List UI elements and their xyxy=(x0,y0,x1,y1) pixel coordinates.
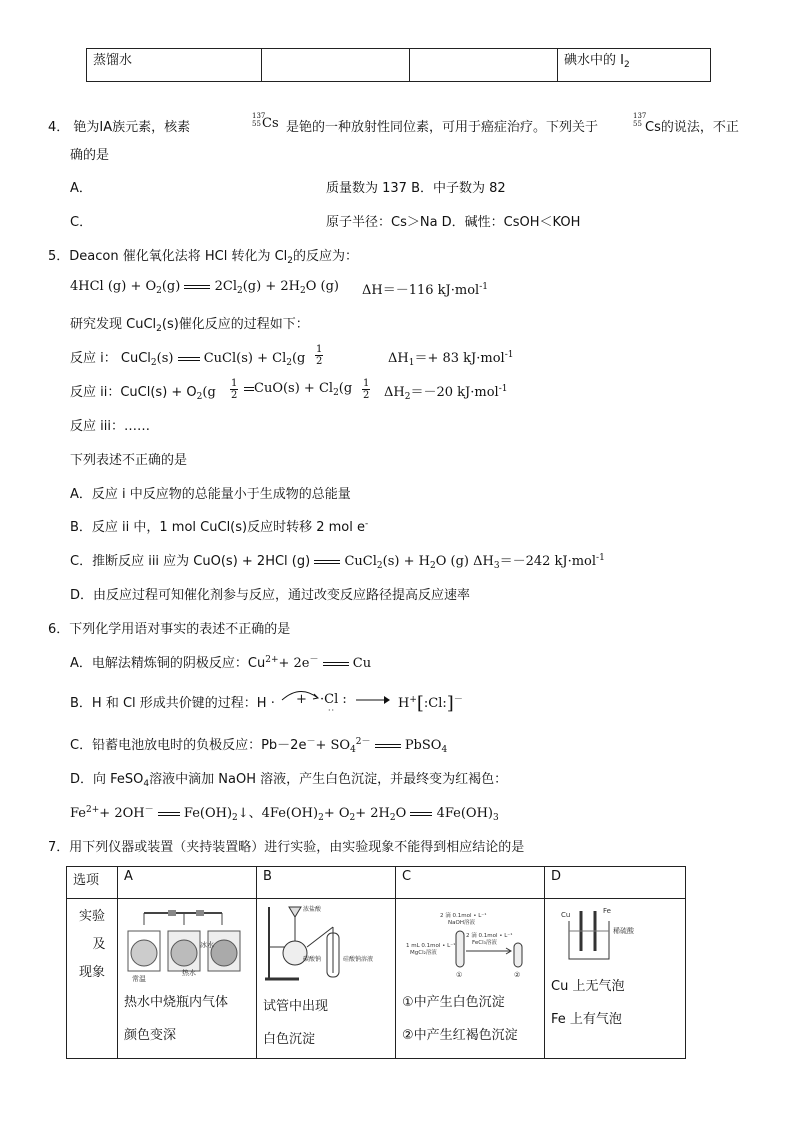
q6-option-d: D．向 FeSO$_4$溶液中滴加 NaOH 溶液，产生白色沉淀，并最终变为红褐色： xyxy=(70,772,508,789)
q4-option-c: C． xyxy=(70,215,93,230)
cell-c-line1: ①中产生白色沉淀 xyxy=(402,995,505,1010)
cell-c-line2: ②中产生红褐色沉淀 xyxy=(402,1028,518,1043)
svg-text:②: ② xyxy=(514,971,521,979)
row-label: 实验 及 现象 xyxy=(67,899,118,1059)
q5-enthalpy: ΔH＝－116 kJ·mol$^{-1}$ xyxy=(362,282,488,298)
test-tube-figure xyxy=(402,903,530,989)
cell-b-line1: 试管中出现 xyxy=(263,999,329,1014)
svg-text:①: ① xyxy=(456,971,463,979)
isotope-symbol: Cs xyxy=(262,116,279,131)
svg-text:1 mL 0.1mol • L⁻¹: 1 mL 0.1mol • L⁻¹ xyxy=(406,943,456,949)
fraction-half: $\frac{1}{2}$ xyxy=(363,378,370,401)
table-row xyxy=(67,867,686,899)
svg-text:浓盐酸: 浓盐酸 xyxy=(303,906,322,913)
q6-option-d-eq: $Fe^{2+}+ 2OH^-$ $Fe(OH)_2↓$、$4Fe(OH)_2+ O_2+ 2H_2O$ $4Fe(OH)_3$ xyxy=(70,805,499,823)
q5-option-c: C．推断反应 iii 应为 CuO(s) + 2HCl (g) CuCl$_2$(s) + $H_2O$ (g) $\Delta H_3=-242$ kJ·mol$^{-1}$ xyxy=(70,553,605,571)
q4-stem: 4． 铯为ⅠA族元素，核素 xyxy=(48,120,191,135)
svg-text:Fe: Fe xyxy=(603,907,611,915)
svg-text:常温: 常温 xyxy=(132,975,146,983)
generator-apparatus-figure xyxy=(263,903,373,989)
cl-atom: ·Cl : xyxy=(320,692,347,707)
svg-text:碳酸钠: 碳酸钠 xyxy=(303,956,322,963)
reaction-i-enthalpy: $\Delta H_1=+ 83$ kJ·mol$^{-1}$ xyxy=(388,350,514,368)
q5-option-a: A．反应 i 中反应物的总能量小于生成物的总能量 xyxy=(70,487,351,502)
flask-apparatus-figure xyxy=(124,903,244,989)
q5-find: 研究发现 CuCl$_2$(s)催化反应的过程如下： xyxy=(70,317,309,334)
q5-ask: 下列表述不正确的是 xyxy=(70,453,188,468)
svg-text:Cu: Cu xyxy=(561,911,571,919)
q7-stem: 7．用下列仪器或装置（夹持装置略）进行实验，由实验现象不能得到相应结论的是 xyxy=(48,840,525,855)
table-header: B xyxy=(257,867,396,899)
cell-a-line1: 热水中烧瓶内气体 xyxy=(124,995,229,1010)
svg-text:MgCl₂溶液: MgCl₂溶液 xyxy=(410,950,437,956)
cell-d-line1: Cu 上无气泡 xyxy=(551,979,625,994)
svg-text:2 滴 0.1mol • L⁻¹: 2 滴 0.1mol • L⁻¹ xyxy=(440,913,487,919)
svg-text:稀硫酸: 稀硫酸 xyxy=(613,927,634,935)
svg-text:硅酸钠溶液: 硅酸钠溶液 xyxy=(343,956,373,963)
svg-text:FeCl₃溶液: FeCl₃溶液 xyxy=(472,940,497,946)
cell-c xyxy=(396,899,545,1059)
plus-sign: + xyxy=(296,692,307,707)
fraction-half: $\frac{1}{2}$ xyxy=(316,344,323,367)
table-cell: 蒸馏水 xyxy=(87,49,262,82)
cell-a-line2: 颜色变深 xyxy=(124,1028,177,1043)
q4-stem-b: 是铯的一种放射性同位素，可用于癌症治疗。下列关于 xyxy=(286,120,599,135)
q6-option-c: C．铅蓄电池放电时的负极反应：$Pb-2e^-+ SO_4^{2-}$ PbSO$_4$ xyxy=(70,737,448,755)
cell-a xyxy=(118,899,257,1059)
reaction-iii: 反应 iii：…… xyxy=(70,419,150,434)
isotope-notation: 137 55 xyxy=(252,112,266,128)
reaction-ii-enthalpy: $\Delta H_2=-20$ kJ·mol$^{-1}$ xyxy=(384,384,508,402)
table-header: 选项 xyxy=(67,867,118,899)
table-cell xyxy=(410,49,558,82)
table-header: C xyxy=(396,867,545,899)
q6-option-a: A．电解法精炼铜的阴极反应：$Cu^{2+}+ 2e^-$ Cu xyxy=(70,655,372,671)
q4-stem-c: 的说法，不正 xyxy=(660,120,739,135)
table-header: D xyxy=(545,867,686,899)
isotope-notation: 137 55 xyxy=(633,112,647,128)
q5-stem: 5．Deacon 催化氧化法将 HCl 转化为 $Cl_2$的反应为： xyxy=(48,249,359,266)
reaction-arrow xyxy=(354,694,394,706)
q4-option-a-text: 质量数为 137 B．中子数为 82 xyxy=(326,181,506,196)
isotope-symbol: Cs xyxy=(645,120,661,135)
cell-b-line2: 白色沉淀 xyxy=(263,1032,316,1047)
table-cell xyxy=(262,49,410,82)
electrode-beaker-figure xyxy=(551,903,651,973)
svg-text:热水: 热水 xyxy=(182,969,196,977)
table-cell: 碘水中的 $I_2$ xyxy=(558,49,711,82)
q6-stem: 6．下列化学用语对事实的表述不正确的是 xyxy=(48,622,291,637)
lone-pair: ·· xyxy=(328,706,336,715)
q5-option-d: D．由反应过程可知催化剂参与反应，通过改变反应路径提高反应速率 xyxy=(70,588,471,603)
table-header: A xyxy=(118,867,257,899)
q4-option-c-text: 原子半径：Cs＞Na D．碱性：CsOH＜KOH xyxy=(326,215,581,230)
q5-option-b: B．反应 ii 中，1 mol CuCl(s)反应时转移 2 mol e- xyxy=(70,519,369,535)
cell-b xyxy=(257,899,396,1059)
svg-text:NaOH溶液: NaOH溶液 xyxy=(448,920,475,926)
reaction-ii: 反应 ii：CuCl(s) + $O_2(g$ xyxy=(70,385,216,402)
q4-option-a: A． xyxy=(70,181,92,196)
cell-d-line2: Fe 上有气泡 xyxy=(551,1012,622,1027)
reaction-ii-b: $CuO(s) + Cl_2(g$ xyxy=(244,381,352,398)
q7-table xyxy=(66,866,686,1059)
table-row xyxy=(67,899,686,1059)
svg-text:冰水: 冰水 xyxy=(200,941,214,949)
cell-d xyxy=(545,899,686,1059)
q5-main-equation: 4HCl $(g) + O_2(g) 2Cl_2(g) + 2H_2O$ (g) xyxy=(70,279,339,296)
reaction-i: 反应 i： CuCl$_2$(s) CuCl(s) + $Cl_2(g$ xyxy=(70,351,306,368)
hcl-product: H+[:Cl:]－ xyxy=(398,693,463,714)
table-row xyxy=(87,49,711,82)
fraction-half: $\frac{1}{2}$ xyxy=(231,378,238,401)
svg-text:2 滴 0.1mol • L⁻¹: 2 滴 0.1mol • L⁻¹ xyxy=(466,933,513,939)
q4-stem-d: 确的是 xyxy=(70,148,110,163)
q6-option-b: B．H 和 Cl 形成共价键的过程：H · xyxy=(70,696,275,711)
top-table xyxy=(86,48,711,82)
